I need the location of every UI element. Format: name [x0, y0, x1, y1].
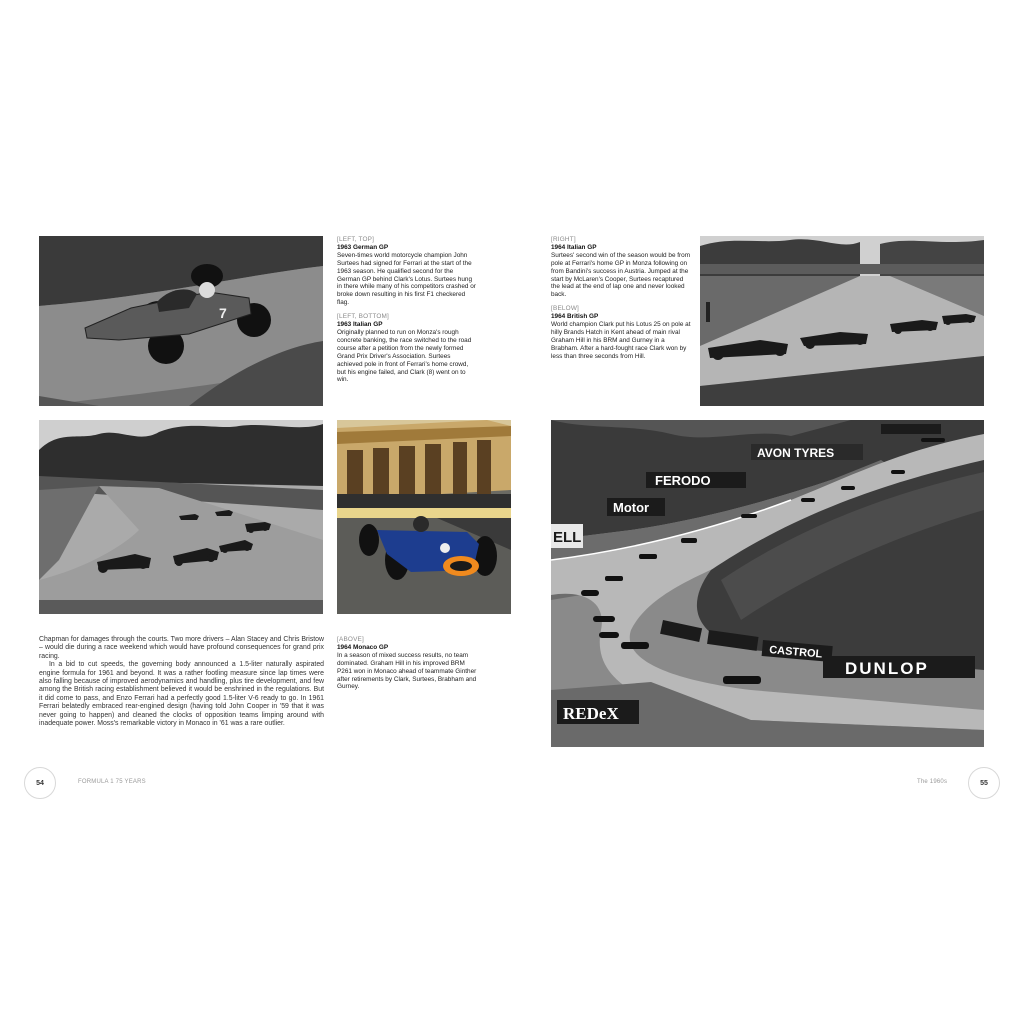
sign-dunlop: DUNLOP	[845, 659, 929, 678]
caption-title-1964-italian-gp: 1964 Italian GP	[551, 243, 597, 251]
photo-1964-monaco-gp	[337, 420, 511, 614]
caption-text-1964-monaco-gp: In a season of mixed success results, no team dominated. Graham Hill in his improved BRM P261 won in Monaco ahead of teammate Ginther after retirements by Clark, Surtees, Brabham and Gurney.	[337, 651, 477, 691]
car-number-7: 7	[219, 305, 227, 321]
page-number-right: 55	[968, 767, 1000, 799]
caption-tag-below: [BELOW]	[551, 305, 580, 313]
running-head-right: The 1960s	[917, 779, 948, 785]
caption-title-1963-italian-gp: 1963 Italian GP	[337, 321, 383, 329]
caption-tag-above: [ABOVE]	[337, 636, 364, 643]
running-head-left: FORMULA 1 75 YEARS	[78, 779, 146, 785]
caption-left	[337, 236, 477, 384]
sign-ferodo: FERODO	[655, 473, 711, 488]
caption-text-1963-german-gp: Seven-times world motorcycle champion John Surtees had signed for Ferrari at the start of the 1963 season. He qualified second for the German GP behind Clark's Lotus. Surtees hung in there while many of his competitors crashed or broke down resulting in his first F1 checkered flag.	[337, 251, 476, 307]
caption-title-1964-monaco-gp: 1964 Monaco GP	[337, 643, 389, 651]
sign-redex: REDeX	[563, 704, 619, 723]
photo-1963-german-gp	[39, 236, 323, 406]
photo-1964-british-gp	[551, 420, 984, 747]
sign-castrol: CASTROL	[768, 644, 823, 661]
photo-1964-italian-gp	[700, 236, 984, 406]
caption-above	[337, 636, 477, 691]
sign-shell: ELL	[553, 529, 582, 546]
caption-title-1963-german-gp: 1963 German GP	[337, 243, 389, 251]
photo-1963-italian-gp	[39, 420, 323, 614]
caption-text-1964-british-gp: World champion Clark put his Lotus 25 on pole at hilly Brands Hatch in Kent ahead of main rival Graham Hill in his BRM and Gurney in a Brabham. After a hard-fought race Clark won by less than three seconds from Hill.	[551, 321, 691, 360]
caption-tag-left-bottom: [LEFT, BOTTOM]	[337, 313, 390, 321]
caption-tag-right: [RIGHT]	[551, 236, 576, 243]
body-paragraph-1: Chapman for damages through the courts. Two more drivers – Alan Stacey and Chris Bristow – would die during a race weekend which would have profound consequences for grand prix racing.	[39, 636, 324, 660]
caption-right	[551, 236, 691, 361]
page-number-left: 54	[24, 767, 56, 799]
caption-text-1964-italian-gp: Surtees' second win of the season would be from pole at Ferrari's home GP in Monza following on from Bandini's success in Austria. Jumped at the start by McLaren's Cooper, Surtees recaptured the lead at the end of lap one and never looked back.	[551, 251, 691, 299]
body-paragraph-2: In a bid to cut speeds, the governing body announced a 1.5-liter naturally aspirated engine formula for 1961 and beyond. It was a rather footling measure since lap times were also falling because of improved aerodynamics and handling, plus tire development, and few among the British racing establishment believed it would be enshrined in the regulations. But it did come to pass, and Enzo Ferrari had a perfectly good 1.5-liter V-6 ready to go. In 1961 Ferrari belatedly embraced rear-engined design (having told John Cooper in '59 that it was never going to happen) and cleaned the clocks of opposition teams limping around with inadequate power. Moss's remarkable victory in Monaco in '61 was a rare outlier.	[39, 661, 324, 728]
caption-tag-left-top: [LEFT, TOP]	[337, 236, 375, 243]
caption-text-1963-italian-gp: Originally planned to run on Monza's rough concrete banking, the race switched to the road course after a petition from the newly formed Grand Prix Driver's Association. Surtees achieved pole in front of Ferrari's home crowd, but his engine failed, and Clark (8) went on to win.	[337, 328, 472, 384]
body-text	[39, 636, 324, 728]
sign-motor: Motor	[613, 500, 650, 515]
caption-title-1964-british-gp: 1964 British GP	[551, 313, 599, 321]
sign-avon-tyres: AVON TYRES	[757, 446, 835, 460]
